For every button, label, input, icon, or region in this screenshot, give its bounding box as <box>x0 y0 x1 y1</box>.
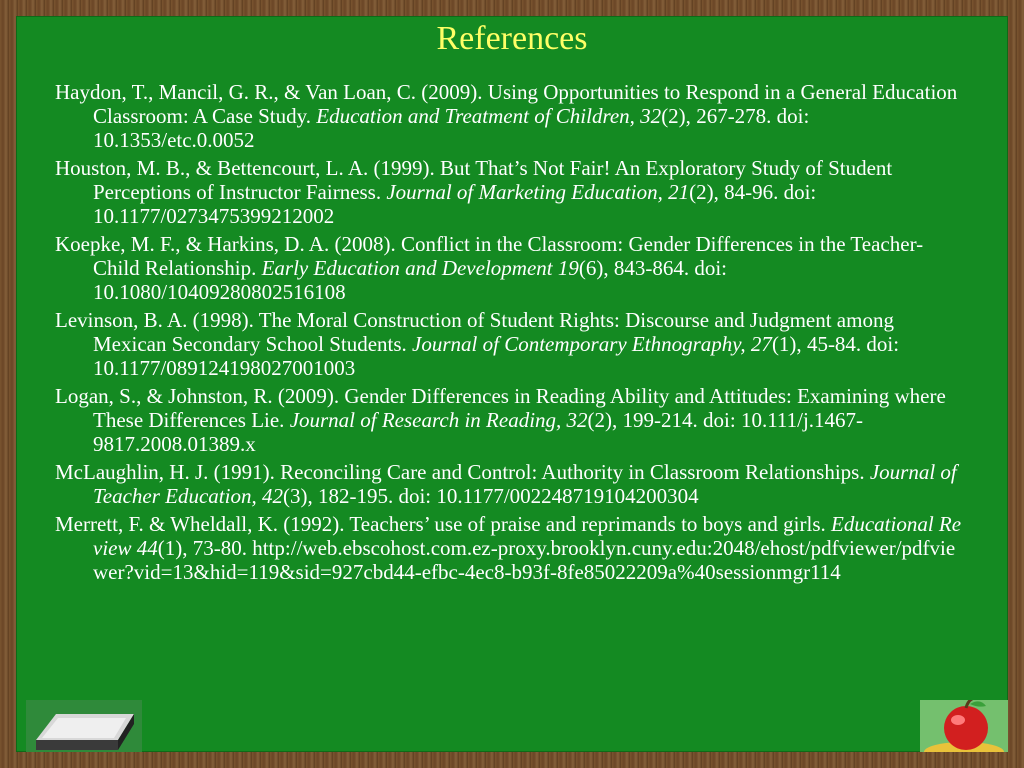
reference-item: Haydon, T., Mancil, G. R., & Van Loan, C. (2009). Using Opportunities to Respond in a General Education Classroom: A Case Study. Education and Treatment of Children, 32(2), 267-278. doi: 10.1353/etc.0.0052 <box>55 80 958 152</box>
chalkboard <box>16 16 1008 752</box>
reference-item: McLaughlin, H. J. (1991). Reconciling Care and Control: Authority in Classroom Relationships. Journal of Teacher Education, 42(3), 182-195. doi: 10.1177/002248719104200304 <box>55 460 957 508</box>
page-title: References <box>436 20 588 57</box>
reference-list <box>55 80 965 588</box>
reference-item: Logan, S., & Johnston, R. (2009). Gender Differences in Reading Ability and Attitudes: Examining where These Differences Lie. Journal of Research in Reading, 32(2), 199-214. doi: 10.111/j.1467-9817.2008.01389.x <box>55 384 946 456</box>
reference-item: Levinson, B. A. (1998). The Moral Construction of Student Rights: Discourse and Judgment among Mexican Secondary School Students. Journal of Contemporary Ethnography, 27(1), 45-84. doi: 10.1177/089124198027001003 <box>55 308 900 380</box>
reference-item: Merrett, F. & Wheldall, K. (1992). Teachers’ use of praise and reprimands to boys and girls. Educational Review 44(1), 73-80. http://web.ebscohost.com.ez-proxy.brooklyn.cuny.edu:2048/ehost/pdfviewer/pdfviewer?vid=13&hid=119&sid=927cbd44-efbc-4ec8-b93f-8fe85022209a%40sessionmgr114 <box>55 512 962 584</box>
reference-item: Koepke, M. F., & Harkins, D. A. (2008). Conflict in the Classroom: Gender Differences in the Teacher-Child Relationship. Early Education and Development 19(6), 843-864. doi: 10.1080/10409280802516108 <box>55 232 924 304</box>
reference-item: Houston, M. B., & Bettencourt, L. A. (1999). But That’s Not Fair! An Exploratory Study of Student Perceptions of Instructor Fairness. Journal of Marketing Education, 21(2), 84-96. doi: 10.1177/0273475399212002 <box>55 156 893 228</box>
apple-icon <box>920 700 1008 752</box>
chalk-eraser-icon <box>26 700 142 752</box>
